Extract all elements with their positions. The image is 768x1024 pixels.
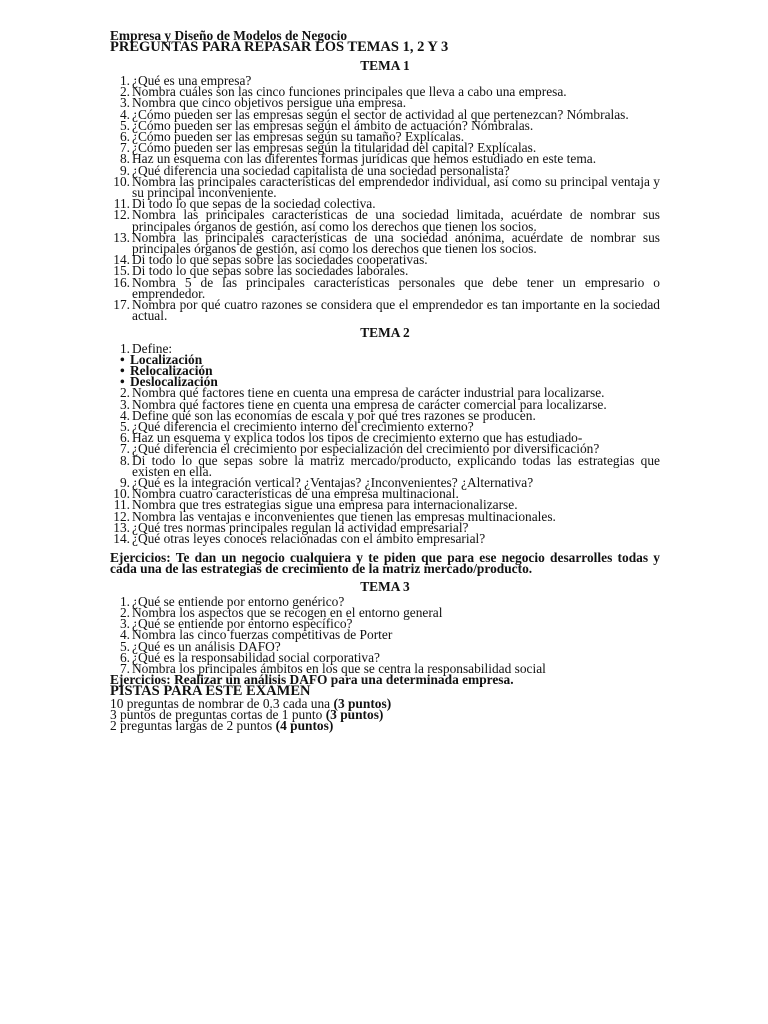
item-text: Define qué son las economías de escala y por qué tres razones se producen. <box>132 407 536 423</box>
hint-line <box>110 718 660 734</box>
item-text: Di todo lo que sepas de la sociedad colectiva. <box>132 196 376 212</box>
item-number: 7. <box>119 441 130 457</box>
list-item <box>119 661 660 677</box>
item-number: 10. <box>113 173 130 189</box>
item-number: 3. <box>119 396 130 412</box>
item-number: 5. <box>119 117 130 133</box>
item-text: ¿Cómo pueden ser las empresas según el sector de actividad al que pertenezcan? Nómbralas. <box>132 106 629 122</box>
item-text: ¿Cómo pueden ser las empresas según la titularidad del capital? Explícalas. <box>132 140 537 156</box>
item-text: Haz un esquema con las diferentes formas jurídicas que hemos estudiado en este tema. <box>132 151 597 167</box>
item-text: ¿Qué es la responsabilidad social corporativa? <box>132 649 381 665</box>
item-text: Nombra qué factores tiene en cuenta una empresa de carácter industrial para localizarse. <box>132 385 605 401</box>
item-text: Nombra los aspectos que se recogen en el entorno general <box>132 605 443 621</box>
list-item <box>113 274 660 301</box>
exam-hints-heading: PISTAS PARA ESTE EXAMEN <box>110 683 311 700</box>
item-text: ¿Cómo pueden ser las empresas según el ámbito de actuación? Nómbralas. <box>132 117 534 133</box>
item-number: 6. <box>119 649 130 665</box>
tema3-exercise: Ejercicios: Realizar un análisis DAFO para una determinada empresa. <box>110 672 514 688</box>
tema2-question-list-continued <box>110 385 660 547</box>
item-number: 5. <box>119 419 130 434</box>
bullet-item: • Localización <box>120 354 660 365</box>
item-number: 14. <box>113 531 130 547</box>
item-number: 5. <box>119 638 130 654</box>
item-number: 14. <box>113 252 130 268</box>
item-text: Nombra que cinco objetivos persigue una empresa. <box>132 95 407 111</box>
define-bullet-list <box>110 351 660 390</box>
item-text: ¿Qué diferencia el crecimiento interno del crecimiento externo? <box>132 419 474 434</box>
item-number: 16. <box>113 274 130 290</box>
list-item <box>113 296 660 324</box>
list-item <box>119 452 660 479</box>
item-number: 7. <box>119 661 130 677</box>
item-number: 6. <box>119 430 130 446</box>
bullet-item: • Relocalización <box>120 365 660 376</box>
list-item <box>113 173 660 200</box>
item-text: ¿Cómo pueden ser las empresas según su tamaño? Explícalas. <box>132 128 465 144</box>
tema1-question-list <box>110 72 660 324</box>
item-text: ¿Qué otras leyes conoces relacionadas con el ámbito empresarial? <box>132 531 486 547</box>
item-text: Haz un esquema y explica todos los tipos de crecimiento externo que has estudiado- <box>132 430 583 446</box>
document-page <box>110 30 660 732</box>
item-number: 8. <box>119 452 130 468</box>
item-text: Nombra cuáles son las cinco funciones principales que lleva a cabo una empresa. <box>132 84 567 100</box>
item-number: 4. <box>119 627 130 643</box>
document-title: PREGUNTAS PARA REPASAR LOS TEMAS 1, 2 Y 3 <box>110 39 449 56</box>
item-text: Nombra las principales características de una sociedad limitada, acuérdate de nombrar sus principales órganos de gestión, así como los derechos que tienen los socios. <box>132 207 660 234</box>
item-number: 1. <box>119 593 130 609</box>
item-number: 1. <box>119 340 130 356</box>
item-number: 8. <box>119 151 130 167</box>
item-number: 2. <box>119 84 130 100</box>
item-text: ¿Qué diferencia el crecimiento por especialización del crecimiento por diversificación? <box>132 441 600 457</box>
item-text: Nombra 5 de las principales características personales que debe tener un empresario o emprendedor. <box>132 274 660 301</box>
item-text: ¿Qué es una empresa? <box>132 72 252 88</box>
hint-text: 10 preguntas de nombrar de 0.3 cada una <box>110 695 334 711</box>
item-number: 2. <box>119 385 130 401</box>
item-number: 11. <box>113 196 130 212</box>
item-text: ¿Qué diferencia una sociedad capitalista de una sociedad personalista? <box>132 162 510 178</box>
item-number: 2. <box>119 605 130 621</box>
item-number: 4. <box>119 407 130 423</box>
item-number: 9. <box>119 475 130 491</box>
item-text: Nombra las ventajas e inconvenientes que tienen las empresas multinacionales. <box>132 508 556 524</box>
item-text: Nombra qué factores tiene en cuenta una empresa de carácter comercial para localizarse. <box>132 396 607 412</box>
item-text: Nombra las cinco fuerzas competitivas de Porter <box>132 627 393 643</box>
list-item <box>113 229 660 256</box>
hint-points: (4 puntos) <box>275 718 334 734</box>
hint-text: 3 puntos de preguntas cortas de 1 punto <box>110 707 326 723</box>
item-number: 12. <box>113 508 130 524</box>
item-number: 9. <box>119 162 130 178</box>
item-text: ¿Qué se entiende por entorno genérico? <box>132 593 345 609</box>
list-item <box>113 531 660 547</box>
item-text: ¿Qué es la integración vertical? ¿Ventajas? ¿Inconvenientes? ¿Alternativa? <box>132 475 534 491</box>
tema3-question-list <box>110 593 660 677</box>
bullet-item: • Deslocalización <box>120 376 660 387</box>
list-item <box>119 340 660 356</box>
item-number: 15. <box>113 263 130 279</box>
item-text: ¿Qué se entiende por entorno específico? <box>132 616 353 632</box>
item-text: Nombra cuatro características de una empresa multinacional. <box>132 486 459 502</box>
item-text: Nombra que tres estrategias sigue una empresa para internacionalizarse. <box>132 497 518 513</box>
item-text: ¿Qué tres normas principales regulan la actividad empresarial? <box>132 519 469 535</box>
item-number: 13. <box>113 229 130 245</box>
item-number: 11. <box>113 497 130 513</box>
list-item <box>113 207 660 234</box>
item-text: Nombra las principales características del emprendedor individual, así como su principal ventaja y su principal inconveniente. <box>132 173 660 200</box>
item-text: Nombra por qué cuatro razones se considera que el emprendedor es tan importante en la sociedad actual. <box>132 296 660 324</box>
item-text: Nombra los principales ámbitos en los que se centra la responsabilidad social <box>132 661 546 677</box>
tema2-heading: TEMA 2 <box>360 325 410 341</box>
item-text: ¿Qué es un análisis DAFO? <box>132 638 281 654</box>
tema1-heading: TEMA 1 <box>360 57 410 73</box>
exam-hints <box>110 695 660 734</box>
hint-text: 2 preguntas largas de 2 puntos <box>110 718 276 734</box>
item-text: Nombra las principales características de una sociedad anónima, acuérdate de nombrar sus principales órganos de gestión, así como los derechos que tienen los socios. <box>132 229 660 256</box>
item-number: 13. <box>113 519 130 535</box>
tema3-heading: TEMA 3 <box>360 578 410 594</box>
item-number: 3. <box>119 95 130 111</box>
item-number: 12. <box>113 207 130 223</box>
hint-points: (3 puntos) <box>333 695 392 711</box>
tema2-exercise: Ejercicios: Te dan un negocio cualquiera y te piden que para ese negocio desarrolles todas y cada una de las estrategias de crecimiento de la matriz mercado/producto. <box>110 550 660 577</box>
item-number: 17. <box>113 296 130 312</box>
item-number: 3. <box>119 616 130 632</box>
item-number: 1. <box>119 72 130 88</box>
item-text: Di todo lo que sepas sobre la matriz mercado/producto, explicando todas las estrategias que existen en ella. <box>132 452 660 479</box>
item-number: 10. <box>113 486 130 502</box>
item-text: Di todo lo que sepas sobre las sociedades cooperativas. <box>132 252 428 268</box>
item-text: Di todo lo que sepas sobre las sociedades laborales. <box>132 263 409 279</box>
hint-points: (3 puntos) <box>325 707 384 723</box>
document-subtitle: Empresa y Diseño de Modelos de Negocio <box>110 28 348 43</box>
item-number: 4. <box>119 106 130 122</box>
item-text: Define: <box>132 340 173 356</box>
item-number: 7. <box>119 140 130 156</box>
item-number: 6. <box>119 128 130 144</box>
